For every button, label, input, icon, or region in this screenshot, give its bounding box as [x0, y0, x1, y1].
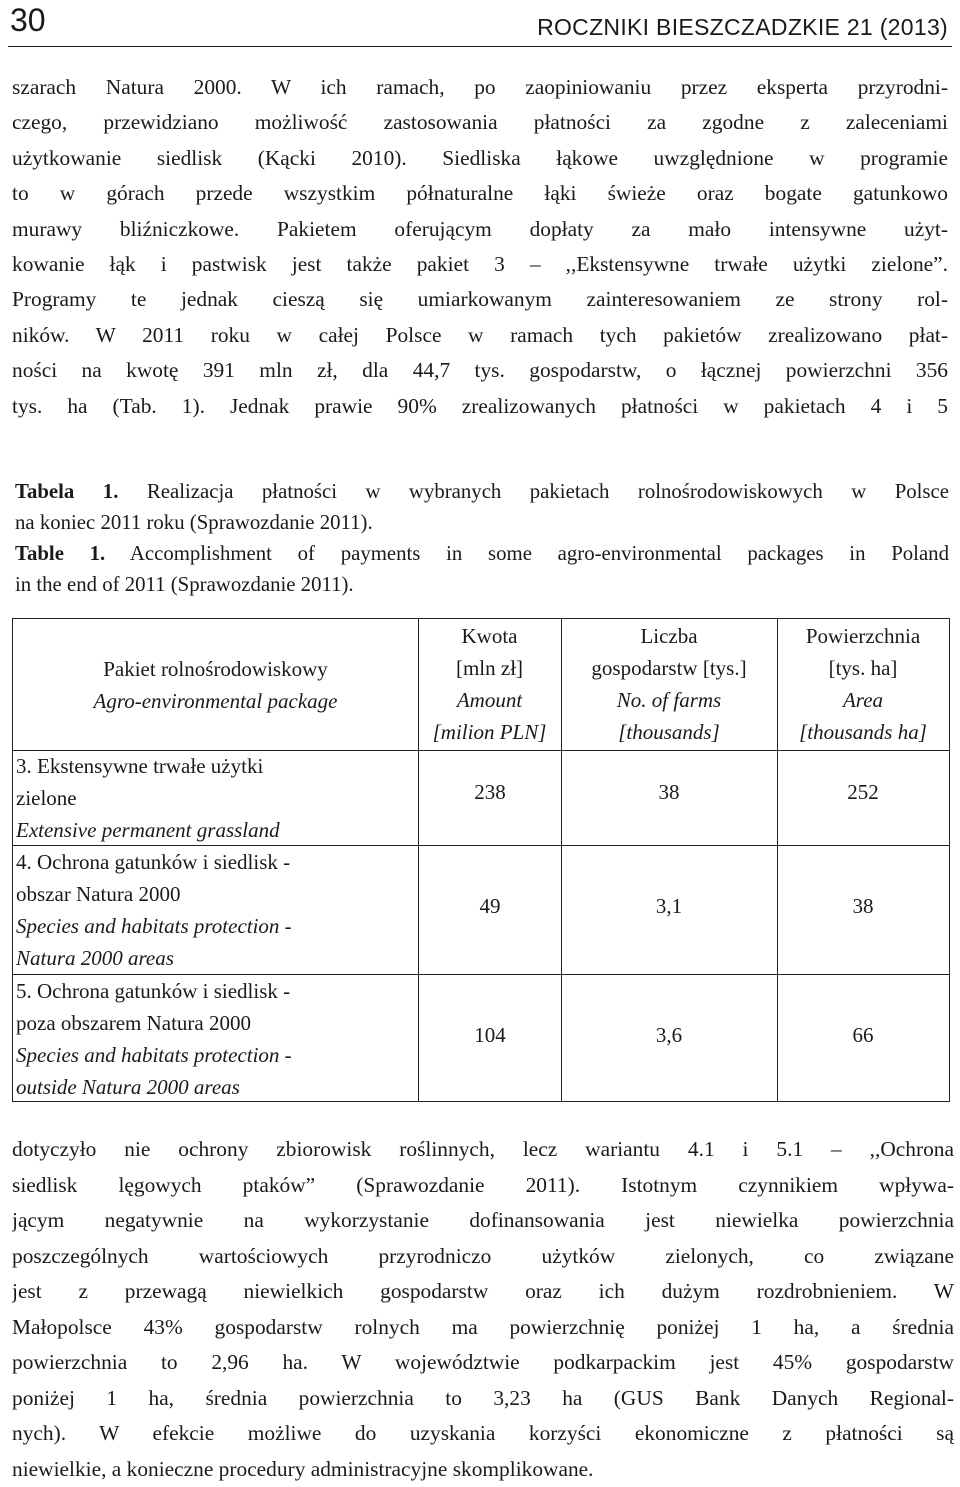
cell-area: 252	[783, 780, 943, 805]
row-package-pl: zielone	[16, 782, 416, 814]
header-farms-pl: Liczba	[561, 620, 777, 652]
header-amount-unit-en: [milion PLN]	[418, 716, 561, 748]
table-caption	[15, 476, 949, 600]
cell-amount: 104	[410, 1023, 570, 1048]
table-row-package	[16, 846, 416, 974]
caption-label-en: Table 1.	[15, 542, 105, 565]
header-area-pl: Powierzchnia	[777, 620, 949, 652]
paragraph-line: kowanie łąk i pastwisk jest także pakiet 3 – ,,Ekstensywne trwałe użytki zielone”.	[12, 247, 948, 282]
caption-text-en-1: Accomplishment of payments in some agro-environmental packages in Poland	[130, 542, 949, 565]
header-amount	[418, 620, 561, 748]
header-package-pl: Pakiet rolnośrodowiskowy	[13, 653, 418, 685]
page-header	[8, 0, 952, 47]
paragraph-bottom	[12, 1132, 954, 1487]
header-package	[13, 653, 418, 717]
paragraph-line: jest z przewagą niewielkich gospodarstw oraz ich dużym rozdrobnieniem. W	[12, 1274, 954, 1310]
header-area-unit-pl: [tys. ha]	[777, 652, 949, 684]
row-package-en: Extensive permanent grassland	[16, 814, 416, 846]
row-package-pl: 4. Ochrona gatunków i siedlisk -	[16, 846, 416, 878]
journal-title: ROCZNIKI BIESZCZADZKIE 21 (2013)	[537, 14, 948, 41]
row-package-en: Species and habitats protection -	[16, 1039, 416, 1071]
paragraph-line: tys. ha (Tab. 1). Jednak prawie 90% zrealizowanych płatności w pakietach 4 i 5	[12, 389, 948, 424]
cell-farms: 3,1	[589, 894, 749, 919]
paragraph-top	[12, 70, 948, 424]
row-package-en: Species and habitats protection -	[16, 910, 416, 942]
data-table	[12, 618, 950, 1102]
paragraph-line: powierzchnia to 2,96 ha. W województwie podkarpackim jest 45% gospodarstw	[12, 1345, 954, 1381]
header-area	[777, 620, 949, 748]
header-amount-unit-pl: [mln zł]	[418, 652, 561, 684]
cell-area: 38	[783, 894, 943, 919]
header-amount-en: Amount	[418, 684, 561, 716]
header-area-en: Area	[777, 684, 949, 716]
caption-line-pl-1	[15, 476, 949, 507]
paragraph-line: poszczególnych wartościowych przyrodniczo użytków zielonych, co związane	[12, 1239, 954, 1275]
header-area-unit-en: [thousands ha]	[777, 716, 949, 748]
header-package-en: Agro-environmental package	[13, 685, 418, 717]
row-package-pl: obszar Natura 2000	[16, 878, 416, 910]
paragraph-line: ności na kwotę 391 mln zł, dla 44,7 tys. gospodarstw, o łącznej powierzchni 356	[12, 353, 948, 388]
header-amount-pl: Kwota	[418, 620, 561, 652]
paragraph-line: Programy te jednak cieszą się umiarkowanym zainteresowaniem ze strony rol-	[12, 282, 948, 317]
caption-text-pl-1: Realizacja płatności w wybranych pakietach rolnośrodowiskowych w Polsce	[147, 480, 949, 503]
paragraph-line: niewielkie, a konieczne procedury administracyjne skomplikowane.	[12, 1452, 954, 1487]
header-farms	[561, 620, 777, 748]
paragraph-line: poniżej 1 ha, średnia powierzchnia to 3,23 ha (GUS Bank Danych Regional-	[12, 1381, 954, 1417]
paragraph-line: murawy bliźniczkowe. Pakietem oferującym dopłaty za mało intensywne użyt-	[12, 212, 948, 247]
table-row-package	[16, 975, 416, 1103]
paragraph-line: ników. W 2011 roku w całej Polsce w ramach tych pakietów zrealizowano płat-	[12, 318, 948, 353]
paragraph-line: siedlisk lęgowych ptaków” (Sprawozdanie 2011). Istotnym czynnikiem wpływa-	[12, 1168, 954, 1204]
paragraph-line: Małopolsce 43% gospodarstw rolnych ma powierzchnię poniżej 1 ha, a średnia	[12, 1310, 954, 1346]
caption-label-pl: Tabela 1.	[15, 480, 118, 503]
row-package-pl: 3. Ekstensywne trwałe użytki	[16, 750, 416, 782]
cell-area: 66	[783, 1023, 943, 1048]
cell-amount: 238	[410, 780, 570, 805]
row-package-en: outside Natura 2000 areas	[16, 1071, 416, 1103]
page-number: 30	[10, 2, 46, 39]
paragraph-line: czego, przewidziano możliwość zastosowania płatności za zgodne z zaleceniami	[12, 105, 948, 140]
header-farms-unit-en: [thousands]	[561, 716, 777, 748]
table-row-package	[16, 750, 416, 846]
paragraph-line: dotyczyło nie ochrony zbiorowisk roślinnych, lecz wariantu 4.1 i 5.1 – ,,Ochrona	[12, 1132, 954, 1168]
header-farms-en: No. of farms	[561, 684, 777, 716]
cell-farms: 38	[589, 780, 749, 805]
paragraph-line: to w górach przede wszystkim półnaturalne łąki świeże oraz bogate gatunkowo	[12, 176, 948, 211]
caption-line-en-1	[15, 538, 949, 569]
row-package-pl: 5. Ochrona gatunków i siedlisk -	[16, 975, 416, 1007]
row-package-pl: poza obszarem Natura 2000	[16, 1007, 416, 1039]
paragraph-line: użytkowanie siedlisk (Kącki 2010). Siedliska łąkowe uwzględnione w programie	[12, 141, 948, 176]
paragraph-line: nych). W efekcie możliwe do uzyskania korzyści ekonomiczne z płatności są	[12, 1416, 954, 1452]
row-package-en: Natura 2000 areas	[16, 942, 416, 974]
cell-amount: 49	[410, 894, 570, 919]
cell-farms: 3,6	[589, 1023, 749, 1048]
paragraph-line: jącym negatywnie na wykorzystanie dofinansowania jest niewielka powierzchnia	[12, 1203, 954, 1239]
caption-line-en-2: in the end of 2011 (Sprawozdanie 2011).	[15, 569, 949, 600]
paragraph-line: szarach Natura 2000. W ich ramach, po zaopiniowaniu przez eksperta przyrodni-	[12, 70, 948, 105]
header-farms-unit-pl: gospodarstw [tys.]	[561, 652, 777, 684]
caption-line-pl-2: na koniec 2011 roku (Sprawozdanie 2011).	[15, 507, 949, 538]
